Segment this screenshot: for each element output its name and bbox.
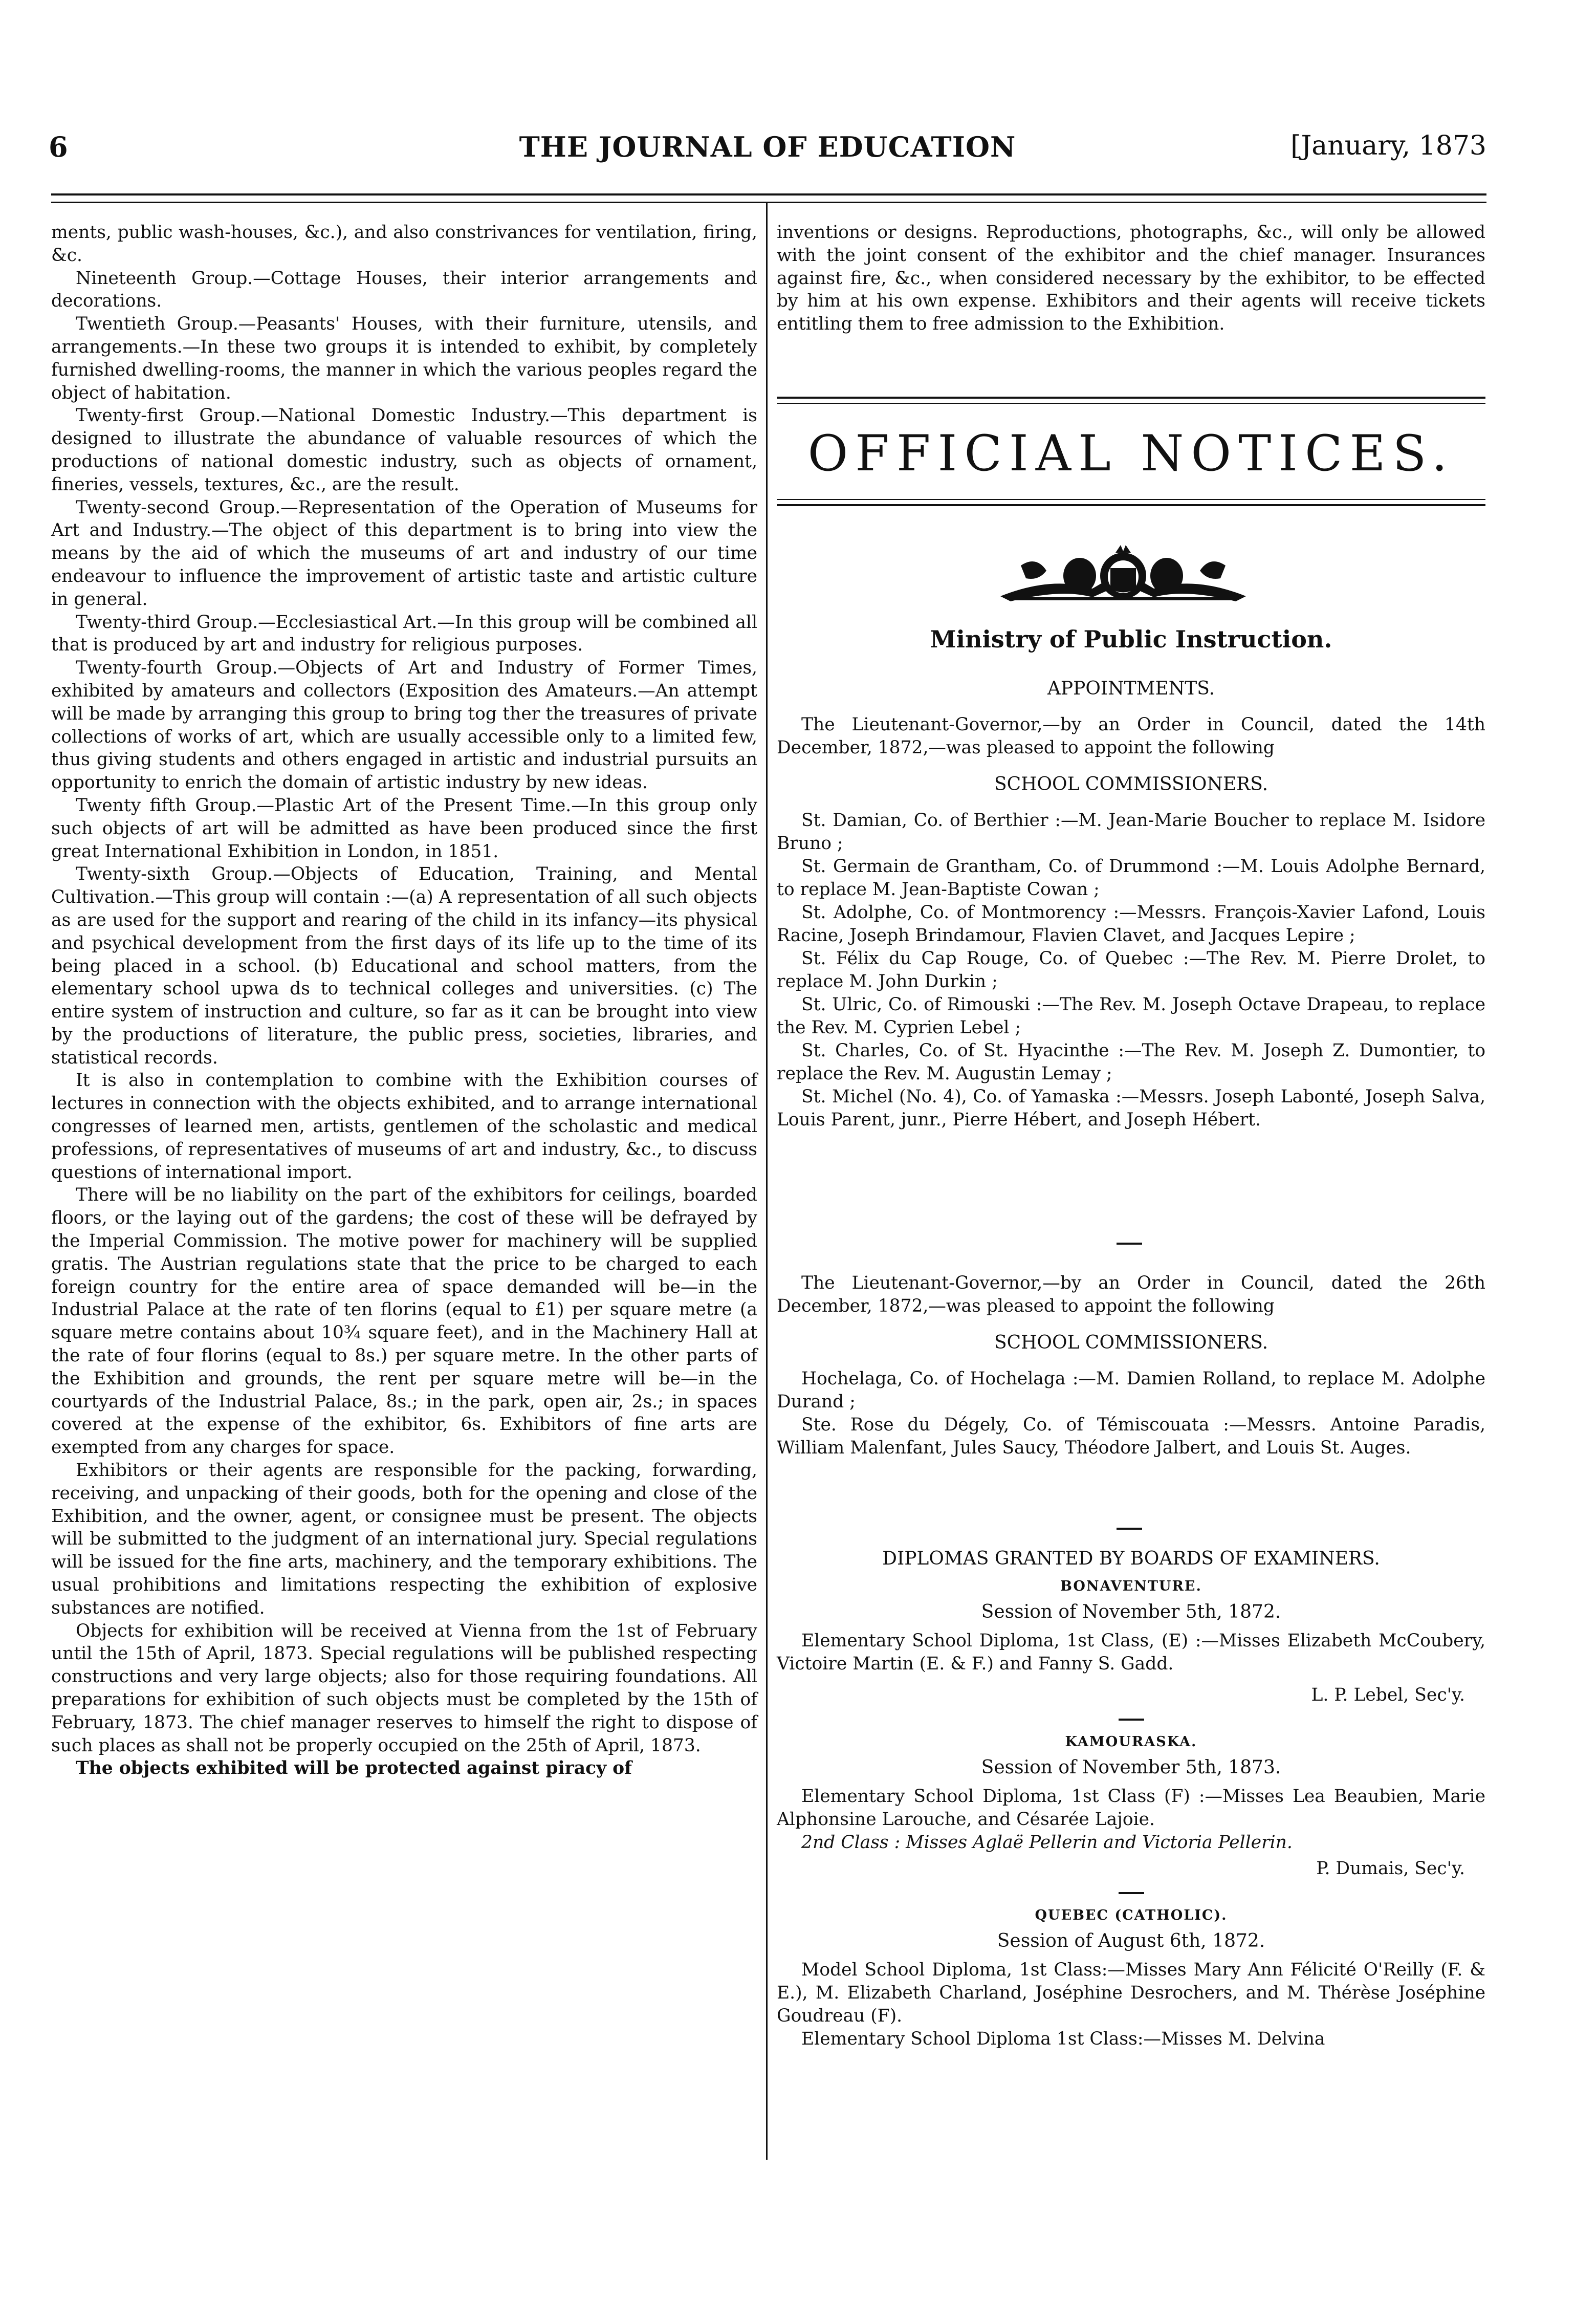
issue-date: [January, 1873	[1290, 131, 1486, 161]
appointments-section	[777, 678, 1485, 1132]
diplomas-section	[777, 1548, 1485, 2051]
paragraph: Objects for exhibition will be received at Vienna from the 1st of February until the 15th of April, 1873. Special regulations will be published respecting constructions and very large objects; also for those requiring foundations. All preparations for exhibition of such objects must be completed by the 15th of February, 1873. The chief manager reserves to himself the right to dispose of such places as shall not be properly occupied on the 25th of April, 1873.	[51, 1620, 757, 1756]
header-rule-top	[51, 193, 1486, 196]
paragraph: Twenty-sixth Group.—Objects of Education, Training, and Mental Cultivation.—This group will contain :—(a) A representation of all such objects as are used for the support and rearing of the child in its infancy—its physical and psychical development from the first days of its life up to the time of its being placed in a school. (b) Educational and school matters, from the elementary school upwa ds to technical colleges and universities. (c) The entire system of instruction and culture, so far as it can be brought into view by the productions of literature, the public press, societies, libraries, and statistical records.	[51, 864, 757, 1068]
commissioner-item: Ste. Rose du Dégely, Co. of Témiscouata :—Messrs. Antoine Paradis, William Malenfant, Jules Saucy, Théodore Jalbert, and Louis St. Auges.	[777, 1415, 1485, 1458]
separator-dash	[1117, 1243, 1142, 1245]
diploma-entry: 2nd Class : Misses Aglaë Pellerin and Victoria Pellerin.	[801, 1832, 1293, 1853]
journal-title: THE JOURNAL OF EDUCATION	[519, 131, 1016, 163]
paragraph: There will be no liability on the part of the exhibitors for ceilings, boarded floors, or the laying out of the gardens; the cost of these will be defrayed by the Imperial Commission. The motive power for machinery will be supplied gratis. The Austrian regulations state that the price to be charged to each foreign country for the entire area of space demanded will be—in the Industrial Palace at the rate of ten florins (equal to £1) per square metre (a square metre contains about 10¾ square feet), and in the Machinery Hall at the rate of four florins (equal to 8s.) per square metre. In the other parts of the Exhibition and grounds, the rent per square metre will be—in the courtyards of the Industrial Palace, 8s.; in the park, open air, 2s.; in spaces covered at the expense of the exhibitor, 6s. Exhibitors of fine arts are exempted from any charges for space.	[51, 1185, 757, 1458]
page-header	[49, 131, 1486, 177]
separator-dash	[1119, 1719, 1144, 1721]
commissioner-item: St. Adolphe, Co. of Montmorency :—Messrs. François-Xavier Lafond, Louis Racine, Joseph Brindamour, Flavien Clavet, and Jacques Lepire ;	[777, 902, 1485, 946]
commissioner-item: Hochelaga, Co. of Hochelaga :—M. Damien Rolland, to replace M. Adolphe Durand ;	[777, 1369, 1485, 1412]
paragraph: Twenty-third Group.—Ecclesiastical Art.—In this group will be combined all that is produced by art and industry for religious purposes.	[51, 612, 757, 656]
paragraph: Nineteenth Group.—Cottage Houses, their interior arrangements and decorations.	[51, 268, 757, 312]
secretary-signature: P. Dumais, Sec'y.	[1316, 1858, 1465, 1879]
notices-rule-bottom-2	[777, 504, 1485, 506]
diploma-entry: Elementary School Diploma, 1st Class, (E) :—Misses Elizabeth McCoubery, Victoire Martin (E. & F.) and Fanny S. Gadd.	[777, 1631, 1485, 1674]
right-column-top	[777, 221, 1485, 336]
paragraph: Twentieth Group.—Peasants' Houses, with their furniture, utensils, and arrangements.—In these two groups it is intended to exhibit, by completely furnished dwelling-rooms, the manner in which the various peoples regard the object of habitation.	[51, 314, 757, 403]
paragraph: ments, public wash-houses, &c.), and also constrivances for ventilation, firing, &c.	[51, 222, 757, 266]
appointments-heading: APPOINTMENTS.	[1047, 678, 1215, 699]
page-number: 6	[49, 131, 68, 163]
notices-rule-top-2	[777, 403, 1485, 404]
board-name: KAMOURASKA.	[1065, 1734, 1197, 1750]
paragraph: The objects exhibited will be protected against piracy of	[76, 1758, 632, 1779]
notices-rule-top-1	[777, 397, 1485, 399]
paragraph: Twenty fifth Group.—Plastic Art of the Present Time.—In this group only such objects of art will be admitted as have been produced since the first great International Exhibition in London, in 1851.	[51, 795, 757, 862]
diploma-entry: Elementary School Diploma, 1st Class (F) :—Misses Lea Beaubien, Marie Alphonsine Larouche, and Césarée Lajoie.	[777, 1786, 1485, 1830]
session-date: Session of November 5th, 1873.	[981, 1757, 1281, 1778]
diploma-entry: Model School Diploma, 1st Class:—Misses Mary Ann Félicité O'Reilly (F. & E.), M. Elizabeth Charland, Joséphine Desrochers, and M. Thérèse Joséphine Goudreau (F).	[777, 1960, 1485, 2026]
board-name: QUEBEC (CATHOLIC).	[1035, 1907, 1228, 1923]
paragraph: It is also in contemplation to combine with the Exhibition courses of lectures in connection with the objects exhibited, and to arrange international congresses of learned men, artists, gentlemen of the scholastic and medical professions, of representatives of museums of art and industry, &c., to discuss questions of international import.	[51, 1070, 757, 1183]
coat-of-arms-ornament	[990, 540, 1256, 606]
separator-dash	[1117, 1528, 1142, 1530]
school-commissioners-heading: SCHOOL COMMISSIONERS.	[994, 1332, 1268, 1353]
order-intro: The Lieutenant-Governor,—by an Order in Council, dated the 14th December, 1872,—was pleased to appoint the following	[777, 714, 1485, 758]
ministry-heading: Ministry of Public Instruction.	[930, 625, 1332, 653]
session-date: Session of November 5th, 1872.	[981, 1601, 1281, 1622]
column-divider	[766, 202, 768, 2160]
paragraph: Twenty-first Group.—National Domestic Industry.—This department is designed to illustrate the abundance of valuable resources of which the productions of national domestic industry, such as objects of ornament, fineries, vessels, textures, &c., are the result.	[51, 405, 757, 495]
commissioner-item: St. Félix du Cap Rouge, Co. of Quebec :—The Rev. M. Pierre Drolet, to replace M. John Durkin ;	[777, 948, 1485, 992]
diploma-entry: Elementary School Diploma 1st Class:—Misses M. Delvina	[801, 2029, 1325, 2049]
paragraph: inventions or designs. Reproductions, photographs, &c., will only be allowed with the joint consent of the exhibitor and the chief manager. Insurances against fire, &c., when considered necessary by the exhibitor, to be effected by him at his own expense. Exhibitors and their agents will receive tickets entitling them to free admission to the Exhibition.	[777, 222, 1485, 335]
notices-rule-bottom-1	[777, 499, 1485, 500]
separator-dash	[1119, 1892, 1144, 1894]
second-order-section	[777, 1272, 1485, 1460]
paragraph: Exhibitors or their agents are responsible for the packing, forwarding, receiving, and unpacking of their goods, both for the opening and close of the Exhibition, and the owner, agent, or consignee must be present. The objects will be submitted to the judgment of an international jury. Special regulations will be issued for the fine arts, machinery, and the temporary exhibitions. The usual prohibitions and limitations respecting the exhibition of explosive substances are notified.	[51, 1460, 757, 1618]
paragraph: Twenty-second Group.—Representation of the Operation of Museums for Art and Industry.—The object of this department is to bring into view the means by the aid of which the museums of art and industry of our time endeavour to influence the improvement of artistic taste and artistic culture in general.	[51, 497, 757, 610]
school-commissioners-heading: SCHOOL COMMISSIONERS.	[994, 774, 1268, 795]
diplomas-heading: DIPLOMAS GRANTED BY BOARDS OF EXAMINERS.	[882, 1548, 1380, 1569]
paragraph: Twenty-fourth Group.—Objects of Art and Industry of Former Times, exhibited by amateurs and collectors (Exposition des Amateurs.—An attempt will be made by arranging this group to bring tog ther the treasures of private collections of works of art, which are usually accessible only to a limited few, thus giving students and others engaged in artistic and industrial pursuits an opportunity to enrich the domain of artistic industry by new ideas.	[51, 658, 757, 793]
commissioner-item: St. Michel (No. 4), Co. of Yamaska :—Messrs. Joseph Labonté, Joseph Salva, Louis Parent, junr., Pierre Hébert, and Joseph Hébert.	[777, 1087, 1485, 1130]
header-rule-bottom	[51, 202, 1486, 203]
commissioner-item: St. Ulric, Co. of Rimouski :—The Rev. M. Joseph Octave Drapeau, to replace the Rev. M. Cyprien Lebel ;	[777, 994, 1485, 1038]
order-intro: The Lieutenant-Governor,—by an Order in Council, dated the 26th December, 1872,—was pleased to appoint the following	[777, 1273, 1485, 1316]
official-notices-title: OFFICIAL NOTICES.	[807, 425, 1455, 482]
session-date: Session of August 6th, 1872.	[997, 1930, 1265, 1951]
secretary-signature: L. P. Lebel, Sec'y.	[1311, 1685, 1465, 1705]
left-column	[51, 221, 757, 1780]
commissioner-item: St. Charles, Co. of St. Hyacinthe :—The Rev. M. Joseph Z. Dumontier, to replace the Rev. M. Augustin Lemay ;	[777, 1040, 1485, 1084]
commissioner-item: St. Damian, Co. of Berthier :—M. Jean-Marie Boucher to replace M. Isidore Bruno ;	[777, 810, 1485, 854]
board-name: BONAVENTURE.	[1060, 1578, 1202, 1594]
commissioner-item: St. Germain de Grantham, Co. of Drummond :—M. Louis Adolphe Bernard, to replace M. Jean-Baptiste Cowan ;	[777, 856, 1485, 900]
